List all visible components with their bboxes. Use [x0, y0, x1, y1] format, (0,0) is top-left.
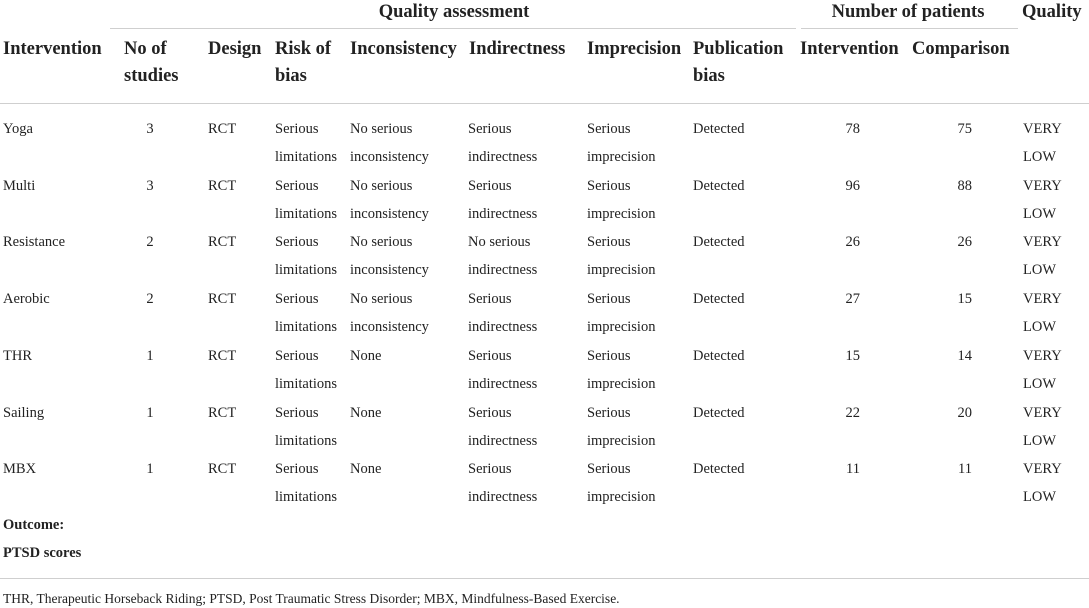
cell-risk1: Serious: [275, 121, 319, 137]
cell-design: RCT: [208, 291, 237, 308]
cell-q1: VERY: [1023, 291, 1062, 308]
header-quality-assessment: Quality assessment: [378, 2, 530, 22]
cell-comp_n: 88: [957, 177, 972, 194]
cell-q2: LOW: [1023, 489, 1057, 506]
cell-n: 1: [146, 347, 154, 364]
cell-q1: VERY: [1023, 121, 1062, 137]
cell-design: RCT: [208, 461, 237, 478]
cell-q2: LOW: [1023, 149, 1057, 165]
cell-incons2: inconsistency: [350, 319, 429, 336]
cell-indir2: indirectness: [468, 319, 538, 336]
cell-indir2: indirectness: [468, 205, 538, 222]
cell-risk2: limitations: [275, 432, 338, 449]
cell-design: RCT: [208, 404, 237, 421]
cell-risk1: Serious: [275, 234, 319, 251]
cell-q1: VERY: [1023, 404, 1062, 421]
cell-imprec2: imprecision: [587, 205, 656, 222]
cell-design: RCT: [208, 347, 237, 364]
cell-incons2: inconsistency: [350, 262, 429, 279]
cell-pub: Detected: [693, 347, 745, 364]
cell-risk1: Serious: [275, 177, 319, 194]
cell-comp_n: 15: [957, 291, 972, 308]
cell-n: 3: [146, 177, 154, 194]
cell-pub: Detected: [693, 177, 745, 194]
cell-imprec1: Serious: [587, 177, 631, 194]
cell-incons2: inconsistency: [350, 205, 429, 222]
col-design: Design: [208, 39, 262, 59]
outcome-value: PTSD scores: [3, 545, 82, 561]
col-no-of-studies-line1: No of: [124, 39, 167, 59]
cell-pub: Detected: [693, 404, 745, 421]
cell-imprec1: Serious: [587, 404, 631, 421]
cell-n: 1: [146, 404, 154, 421]
cell-incons1: No serious: [350, 234, 413, 251]
cell-q2: LOW: [1023, 262, 1057, 279]
cell-risk1: Serious: [275, 404, 319, 421]
cell-indir2: indirectness: [468, 149, 538, 165]
col-intervention: Intervention: [3, 39, 102, 59]
cell-incons1: None: [350, 347, 382, 364]
cell-q1: VERY: [1023, 347, 1062, 364]
col-no-of-studies-line2: studies: [124, 66, 179, 86]
cell-risk2: limitations: [275, 205, 338, 222]
cell-imprec1: Serious: [587, 234, 631, 251]
cell-intervention: Aerobic: [3, 291, 50, 308]
cell-comp_n: 75: [957, 121, 972, 137]
cell-int_n: 78: [845, 121, 860, 137]
outcome-label: Outcome:: [3, 517, 65, 533]
cell-indir2: indirectness: [468, 489, 538, 506]
cell-q2: LOW: [1023, 319, 1057, 336]
cell-comp_n: 11: [958, 461, 972, 478]
cell-intervention: Sailing: [3, 404, 45, 421]
cell-incons1: No serious: [350, 121, 413, 137]
cell-q1: VERY: [1023, 177, 1062, 194]
cell-risk1: Serious: [275, 291, 319, 308]
cell-pub: Detected: [693, 121, 745, 137]
cell-n: 2: [146, 234, 154, 251]
cell-intervention: Resistance: [3, 234, 66, 251]
cell-indir1: Serious: [468, 177, 512, 194]
rule-patients-group: [801, 28, 1018, 29]
table-footnote: THR, Therapeutic Horseback Riding; PTSD, Post Traumatic Stress Disorder; MBX, Mindfulness-Based Exercise.: [3, 591, 620, 606]
cell-int_n: 15: [845, 347, 860, 364]
col-risk-line2: bias: [275, 66, 307, 86]
cell-intervention: Yoga: [3, 121, 33, 137]
cell-design: RCT: [208, 234, 237, 251]
cell-pub: Detected: [693, 234, 745, 251]
col-imprecision: Imprecision: [587, 39, 682, 59]
cell-comp_n: 26: [957, 234, 972, 251]
cell-imprec2: imprecision: [587, 262, 656, 279]
cell-indir1: Serious: [468, 404, 512, 421]
cell-imprec1: Serious: [587, 291, 631, 308]
header-bottom-rule: [0, 103, 1089, 104]
cell-incons1: None: [350, 404, 382, 421]
cell-risk2: limitations: [275, 319, 338, 336]
cell-risk1: Serious: [275, 461, 319, 478]
cell-risk2: limitations: [275, 489, 338, 506]
cell-indir2: indirectness: [468, 432, 538, 449]
cell-pub: Detected: [693, 291, 745, 308]
col-risk-line1: Risk of: [275, 39, 332, 59]
header-quality: Quality: [1022, 2, 1082, 22]
cell-int_n: 27: [845, 291, 860, 308]
cell-int_n: 26: [845, 234, 860, 251]
cell-int_n: 22: [845, 404, 860, 421]
cell-comp_n: 14: [957, 347, 972, 364]
col-indirectness: Indirectness: [469, 39, 566, 59]
cell-risk2: limitations: [275, 375, 338, 392]
cell-risk2: limitations: [275, 262, 338, 279]
cell-comp_n: 20: [957, 404, 972, 421]
cell-risk1: Serious: [275, 347, 319, 364]
cell-imprec2: imprecision: [587, 375, 656, 392]
cell-q1: VERY: [1023, 461, 1062, 478]
cell-imprec1: Serious: [587, 461, 631, 478]
cell-incons1: No serious: [350, 291, 413, 308]
cell-indir1: Serious: [468, 121, 512, 137]
cell-imprec2: imprecision: [587, 432, 656, 449]
col-patients-intervention: Intervention: [800, 39, 899, 59]
cell-n: 2: [146, 291, 154, 308]
cell-imprec2: imprecision: [587, 489, 656, 506]
table-bottom-rule: [0, 578, 1089, 579]
cell-q2: LOW: [1023, 205, 1057, 222]
cell-indir1: No serious: [468, 234, 531, 251]
cell-indir1: Serious: [468, 347, 512, 364]
cell-n: 3: [146, 121, 154, 137]
cell-intervention: THR: [3, 347, 32, 364]
cell-indir2: indirectness: [468, 375, 538, 392]
col-publication-bias-line2: bias: [693, 66, 725, 86]
cell-incons1: None: [350, 461, 382, 478]
cell-int_n: 96: [845, 177, 860, 194]
cell-imprec2: imprecision: [587, 149, 656, 165]
cell-q1: VERY: [1023, 234, 1062, 251]
cell-risk2: limitations: [275, 149, 338, 165]
col-publication-bias-line1: Publication: [693, 39, 784, 59]
header-number-of-patients: Number of patients: [831, 2, 985, 22]
cell-intervention: MBX: [3, 461, 37, 478]
col-patients-comparison: Comparison: [912, 39, 1010, 59]
cell-incons2: inconsistency: [350, 149, 429, 165]
cell-design: RCT: [208, 177, 237, 194]
cell-design: RCT: [208, 121, 237, 137]
cell-int_n: 11: [846, 461, 860, 478]
cell-intervention: Multi: [3, 177, 36, 194]
cell-q2: LOW: [1023, 375, 1057, 392]
cell-q2: LOW: [1023, 432, 1057, 449]
cell-incons1: No serious: [350, 177, 413, 194]
cell-indir1: Serious: [468, 461, 512, 478]
cell-imprec2: imprecision: [587, 319, 656, 336]
rule-quality-group: [110, 28, 796, 29]
cell-pub: Detected: [693, 461, 745, 478]
cell-n: 1: [146, 461, 154, 478]
cell-indir2: indirectness: [468, 262, 538, 279]
cell-imprec1: Serious: [587, 121, 631, 137]
col-inconsistency: Inconsistency: [350, 39, 457, 59]
cell-imprec1: Serious: [587, 347, 631, 364]
cell-indir1: Serious: [468, 291, 512, 308]
